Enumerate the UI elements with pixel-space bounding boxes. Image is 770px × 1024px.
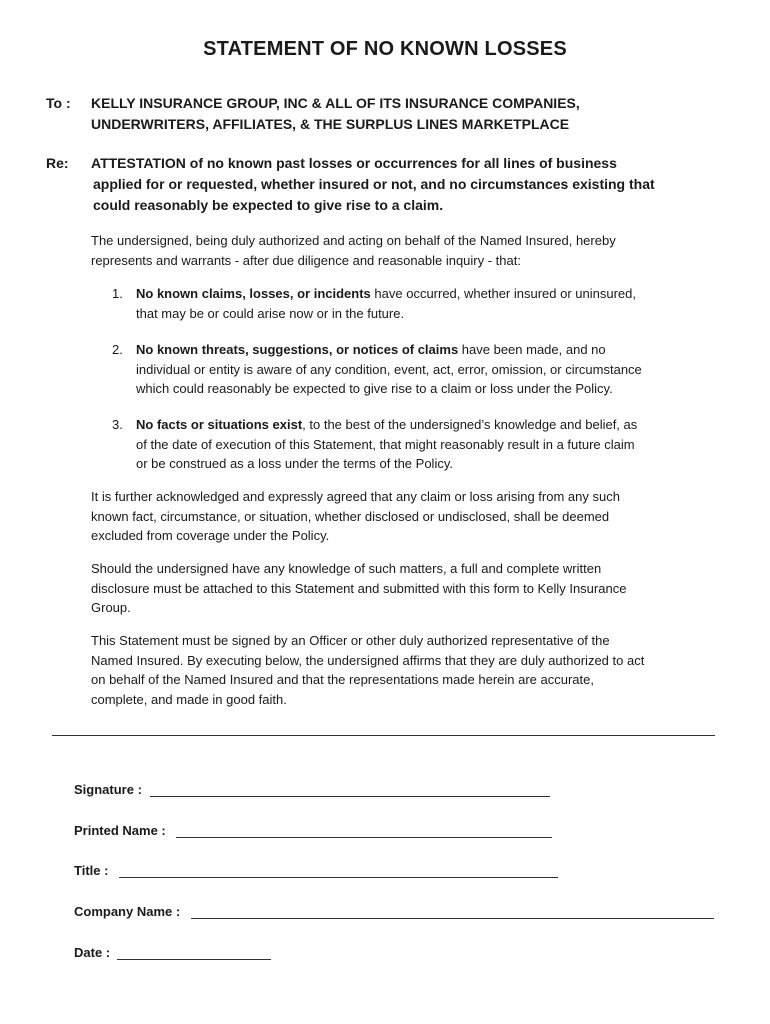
item-text: , to the best of the undersigned’s knowledge and belief, as — [302, 417, 638, 432]
date-label: Date : — [74, 945, 111, 960]
title-label: Title : — [74, 863, 109, 878]
paragraph-line: represents and warrants - after due diligence and reasonable inquiry - that: — [91, 252, 521, 268]
paragraph-line: Named Insured. By executing below, the undersigned affirms that they are duly authorized to act — [91, 652, 645, 668]
company-name-label: Company Name : — [74, 904, 181, 919]
printed-name-line[interactable] — [176, 837, 552, 838]
item-heading: No known threats, suggestions, or notices of claims — [136, 342, 459, 357]
date-line[interactable] — [117, 959, 271, 960]
company-name-line[interactable] — [191, 918, 714, 919]
item-text: which could reasonably be expected to give rise to a claim or loss under the Policy. — [136, 381, 613, 396]
item-text: that may be or could arise now or in the future. — [136, 305, 405, 321]
section-divider — [52, 735, 715, 736]
item-text: of the date of execution of this Statement, that might reasonably result in a future claim — [136, 436, 635, 452]
signature-requirement-paragraph — [91, 631, 701, 709]
paragraph-line: The undersigned, being duly authorized and acting on behalf of the Named Insured, hereby — [91, 233, 616, 248]
paragraph-line: known fact, circumstance, or situation, whether disclosed or undisclosed, shall be deemed — [91, 508, 610, 524]
item-text: have occurred, whether insured or uninsured, — [370, 286, 637, 301]
to-recipients — [91, 93, 711, 135]
to-label: To : — [46, 95, 71, 111]
item-number: 1. — [112, 286, 123, 301]
title-line[interactable] — [119, 877, 558, 878]
title-field[interactable] — [74, 862, 560, 880]
acknowledgement-paragraph — [91, 487, 701, 546]
paragraph-line: excluded from coverage under the Policy. — [91, 528, 330, 543]
printed-name-label: Printed Name : — [74, 823, 166, 838]
signature-line[interactable] — [150, 796, 550, 797]
re-line: could reasonably be expected to give rise to a claim. — [93, 197, 444, 213]
intro-paragraph — [91, 231, 701, 270]
item-number: 3. — [112, 417, 123, 432]
paragraph-line: on behalf of the Named Insured and that the representations made herein are accurate, — [91, 672, 594, 687]
re-line: applied for or requested, whether insured or not, and no circumstances existing that — [93, 176, 655, 192]
item-heading: No known claims, losses, or incidents — [136, 286, 371, 301]
date-field[interactable] — [74, 944, 274, 962]
item-text: individual or entity is aware of any condition, event, act, error, omission, or circumstance — [136, 361, 642, 377]
item-text: or be construed as a loss under the terms of the Policy. — [136, 456, 453, 471]
re-line: ATTESTATION of no known past losses or occurrences for all lines of business — [91, 155, 617, 171]
re-block — [46, 153, 716, 219]
paragraph-line: Group. — [91, 600, 131, 615]
document-title: STATEMENT OF NO KNOWN LOSSES — [203, 38, 567, 60]
paragraph-line: complete, and made in good faith. — [91, 691, 287, 707]
printed-name-field[interactable] — [74, 822, 554, 840]
signature-field[interactable] — [74, 781, 554, 799]
to-line: KELLY INSURANCE GROUP, INC & ALL OF ITS INSURANCE COMPANIES, — [91, 95, 580, 111]
company-name-field[interactable] — [74, 903, 716, 921]
paragraph-line: disclosure must be attached to this Statement and submitted with this form to Kelly Insurance — [91, 580, 627, 596]
paragraph-line: Should the undersigned have any knowledge of such matters, a full and complete written — [91, 561, 602, 576]
disclosure-paragraph — [91, 559, 701, 618]
paragraph-line: This Statement must be signed by an Officer or other duly authorized representative of the — [91, 633, 610, 648]
paragraph-line: It is further acknowledged and expressly agreed that any claim or loss arising from any such — [91, 489, 620, 504]
item-text: have been made, and no — [458, 342, 606, 357]
re-subject — [91, 153, 711, 216]
signature-label: Signature : — [74, 782, 142, 797]
to-block — [46, 93, 706, 137]
to-line: UNDERWRITERS, AFFILIATES, & THE SURPLUS LINES MARKETPLACE — [91, 116, 570, 132]
re-label: Re: — [46, 155, 69, 171]
item-heading: No facts or situations exist — [136, 417, 303, 432]
item-number: 2. — [112, 342, 123, 357]
